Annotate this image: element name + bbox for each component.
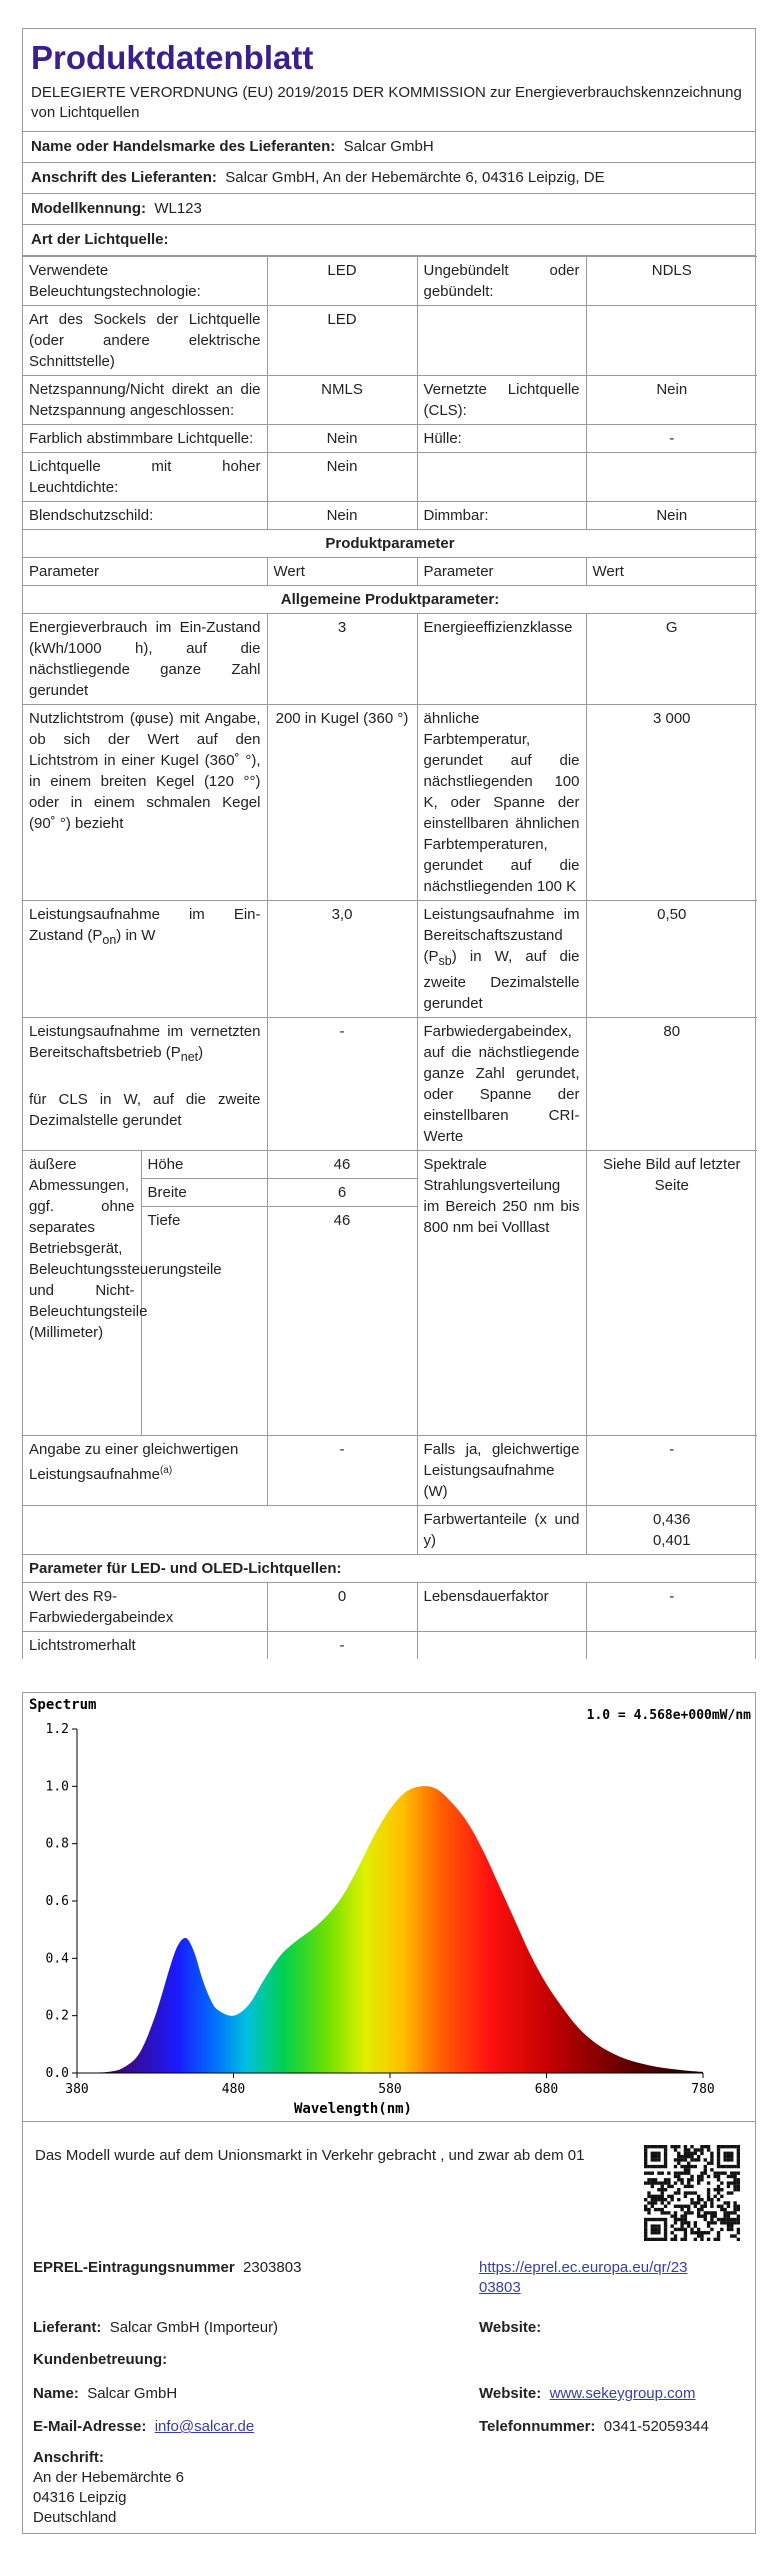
cell-label: Vernetzte Lichtquelle (CLS): — [417, 376, 586, 425]
cell-label: Lebensdauerfaktor — [417, 1582, 586, 1631]
cell-value: Siehe Bild auf letzter Seite — [586, 1151, 757, 1436]
dimensions-table — [23, 1151, 267, 1435]
address-line-2: 04316 Leipzig — [33, 2489, 127, 2506]
service-label — [33, 2350, 167, 2370]
cell-empty — [23, 1505, 417, 1554]
cell-value — [586, 1505, 757, 1554]
eprel-row — [33, 2258, 301, 2278]
contact-name-label: Name: — [33, 2385, 79, 2402]
table-row — [23, 1435, 757, 1505]
label-subscript: sb — [438, 954, 452, 968]
cell-label — [23, 901, 267, 1018]
cell-label: Energieeffizienzklasse — [417, 614, 586, 705]
supplier-name-value: Salcar GmbH — [343, 138, 434, 155]
y-tick-label: 1.0 — [45, 1779, 69, 1795]
cell-value: Nein — [267, 453, 417, 502]
type-section-label: Art der Lichtquelle: — [31, 231, 169, 248]
website-label-text: Website: — [479, 2319, 542, 2336]
table-row — [23, 425, 757, 453]
y-tick-label: 1.2 — [45, 1722, 69, 1737]
cell-value: NDLS — [586, 257, 757, 306]
website2-link[interactable]: www.sekeygroup.com — [549, 2385, 696, 2402]
table-row — [268, 1179, 417, 1207]
cell-label: Farbwertanteile (x und y) — [417, 1505, 586, 1554]
y-axis — [46, 1722, 77, 2081]
cell-label: Blendschutzschild: — [23, 502, 267, 530]
dimensions-values-cell — [267, 1151, 417, 1436]
cell-label: Verwendete Beleuchtungstechnologie: — [23, 257, 267, 306]
dimensions-label: äußere Abmessungen, ggf. ohne separates Betriebsgerät, Beleuchtungssteuerungsteile und Nicht-Beleuchtungsteile (Millimeter) — [23, 1151, 141, 1435]
dim-depth-label: Tiefe — [141, 1207, 267, 1435]
table-row — [23, 530, 757, 558]
cell-value: 3 000 — [586, 705, 757, 901]
table-row — [23, 1631, 757, 1659]
supplier-address-row — [23, 163, 755, 194]
table-row — [23, 1582, 757, 1631]
spectrum-area — [77, 1786, 703, 2073]
email-link[interactable]: info@salcar.de — [154, 2418, 255, 2435]
cell-empty — [417, 306, 586, 376]
supplier-address-value: Salcar GmbH, An der Hebemärchte 6, 04316 Leipzig, DE — [225, 169, 605, 186]
email-label: E-Mail-Adresse: — [33, 2418, 147, 2435]
x-tick-label: 480 — [221, 2082, 246, 2097]
eprel-value: 2303803 — [243, 2259, 302, 2276]
cell-label: Farblich abstimmbare Lichtquelle: — [23, 425, 267, 453]
label-subscript: on — [102, 933, 117, 947]
y-tick-label: 0.4 — [45, 1951, 69, 1967]
cell-empty — [586, 306, 757, 376]
footer — [22, 2122, 756, 2534]
cell-empty — [417, 453, 586, 502]
eprel-url-part2[interactable]: 03803 — [479, 2279, 521, 2296]
led-params-title: Parameter für LED- und OLED-Lichtquellen: — [23, 1554, 757, 1582]
dim-depth-value: 46 — [333, 1212, 351, 1229]
cell-value: 0 — [267, 1582, 417, 1631]
market-text: Das Modell wurde auf dem Unionsmarkt in Verkehr gebracht , und zwar ab dem 01 — [35, 2147, 585, 2164]
cell-empty — [586, 453, 757, 502]
spectrum-chart — [23, 1693, 757, 2123]
table-row — [23, 306, 757, 376]
chromaticity-x: 0,436 — [652, 1510, 691, 1528]
col-header: Wert — [586, 558, 757, 586]
x-tick-label: 580 — [378, 2082, 402, 2097]
cell-label: Lichtstromerhalt — [23, 1631, 267, 1659]
cell-label: Spektrale Strahlungsverteilung im Bereich 250 nm bis 800 nm bei Volllast — [417, 1151, 586, 1436]
cell-value: 200 in Kugel (360 °) — [267, 705, 417, 901]
phone-label: Telefonnummer: — [479, 2418, 596, 2435]
col-header: Parameter — [23, 558, 267, 586]
dim-width-value: 6 — [268, 1179, 417, 1207]
phone-value: 0341-52059344 — [603, 2418, 709, 2435]
dim-height-label: Höhe — [141, 1151, 267, 1179]
cell-value: 0,50 — [586, 901, 757, 1018]
supplier-address-label: Anschrift des Lieferanten: — [31, 169, 217, 186]
address-line-1: An der Hebemärchte 6 — [33, 2469, 184, 2486]
contact-name-value: Salcar GmbH — [87, 2385, 178, 2402]
cell-value: Nein — [586, 502, 757, 530]
table-row — [23, 376, 757, 425]
col-header: Wert — [267, 558, 417, 586]
website2-label: Website: — [479, 2385, 542, 2402]
cell-value: - — [586, 425, 757, 453]
table-row — [23, 453, 757, 502]
cell-label: Energieverbrauch im Ein-Zustand (kWh/1000 h), auf die nächstliegende ganze Zahl gerundet — [23, 614, 267, 705]
cell-value: - — [267, 1631, 417, 1659]
x-tick-label: 680 — [534, 2082, 559, 2097]
cell-value: - — [586, 1435, 757, 1505]
cell-value: 80 — [586, 1018, 757, 1151]
header — [23, 28, 755, 132]
col-header: Parameter — [417, 558, 586, 586]
label-text: ) — [198, 1044, 204, 1061]
table-row — [268, 1207, 417, 1435]
label-text: ) in W — [116, 927, 156, 944]
spectrum-xlabel: Wavelength(nm) — [293, 2101, 413, 2117]
supplier-row — [33, 2318, 278, 2338]
table-row — [23, 502, 757, 530]
cell-value: - — [267, 1018, 417, 1151]
cell-value: Nein — [586, 376, 757, 425]
cell-label — [23, 1435, 267, 1505]
qr-code-icon — [644, 2145, 740, 2241]
cell-label — [417, 901, 586, 1018]
table-row — [23, 586, 757, 614]
cell-label — [23, 1018, 267, 1151]
cell-label: ähnliche Farbtemperatur, gerundet auf die nächstliegenden 100 K, oder Spanne der einstellbaren ähnlichen Farbtemperaturen, gerundet auf die nächstliegenden 100 K — [417, 705, 586, 901]
service-label-text: Kundenbetreuung: — [33, 2351, 168, 2368]
table-row — [23, 614, 757, 705]
y-tick-label: 0.0 — [45, 2066, 69, 2081]
dimensions-cell — [23, 1151, 267, 1436]
spec-table — [23, 256, 757, 1659]
cell-label: Netzspannung/Nicht direkt an die Netzspannung angeschlossen: — [23, 376, 267, 425]
address-block — [33, 2448, 184, 2528]
eprel-label: EPREL-Eintragungsnummer — [33, 2259, 235, 2276]
label-text: Leistungsaufnahme im Ein-Zustand (P — [29, 906, 261, 944]
eprel-link[interactable] — [479, 2258, 734, 2298]
footer-supplier-label: Lieferant: — [33, 2319, 102, 2336]
cell-label: Lichtquelle mit hoher Leuchtdichte: — [23, 453, 267, 502]
cell-value: 3 — [267, 614, 417, 705]
label-text: ) in W, auf die zweite Dezimalstelle gerundet — [423, 948, 580, 1012]
y-tick-label: 0.2 — [45, 2008, 69, 2024]
cell-value: Nein — [267, 425, 417, 453]
type-section-title — [23, 225, 755, 256]
cell-value: Nein — [267, 502, 417, 530]
supplier-name-label: Name oder Handelsmarke des Lieferanten: — [31, 138, 336, 155]
label-superscript: (a) — [159, 1464, 173, 1476]
cell-value: NMLS — [267, 376, 417, 425]
table-row — [23, 1018, 757, 1151]
dim-width-label: Breite — [141, 1179, 267, 1207]
email-row — [33, 2417, 254, 2437]
cell-label: Nutzlichtstrom (φuse) mit Angabe, ob sich der Wert auf den Lichtstrom in einer Kugel (360˚ °), in einem breiten Kegel (120 °°) oder in einem schmalen Kegel (90˚ °) bezieht — [23, 705, 267, 901]
contact-name-row — [33, 2384, 177, 2404]
dimensions-values-table — [268, 1151, 417, 1435]
cell-value: G — [586, 614, 757, 705]
table-row — [23, 558, 757, 586]
label-text: Leistungsaufnahme im Bereitschaftszustand (P — [423, 906, 580, 965]
spectrum-panel — [22, 1692, 756, 2122]
model-row — [23, 194, 755, 225]
table-row — [23, 1554, 757, 1582]
table-row — [23, 705, 757, 901]
table-row — [23, 1151, 267, 1179]
cell-value: LED — [267, 306, 417, 376]
address-label: Anschrift: — [33, 2449, 104, 2466]
spectrum-title: Spectrum — [29, 1697, 97, 1713]
website-label — [479, 2318, 541, 2338]
cell-value: 3,0 — [267, 901, 417, 1018]
regulation-text: DELEGIERTE VERORDNUNG (EU) 2019/2015 DER KOMMISSION zur Energieverbrauchskennzeichnung von Lichtquellen — [31, 84, 742, 121]
supplier-name-row — [23, 132, 755, 163]
dim-height-value: 46 — [268, 1151, 417, 1179]
x-axis — [65, 2073, 714, 2097]
label-subscript: net — [180, 1050, 199, 1064]
page-title: Produktdatenblatt — [31, 39, 314, 76]
model-value: WL123 — [154, 200, 202, 217]
x-tick-label: 380 — [65, 2082, 89, 2097]
label-text: Angabe zu einer gleichwertigen Leistungsaufnahme — [29, 1440, 239, 1483]
general-params-title: Allgemeine Produktparameter: — [23, 586, 757, 614]
cell-empty — [586, 1631, 757, 1659]
cell-label: Dimmbar: — [417, 502, 586, 530]
chromaticity-y: 0,401 — [652, 1531, 691, 1549]
phone-row — [479, 2417, 709, 2437]
params-section-title: Produktparameter — [23, 530, 757, 558]
y-tick-label: 0.8 — [45, 1836, 69, 1852]
address-line-3: Deutschland — [33, 2509, 117, 2526]
x-tick-label: 780 — [691, 2082, 715, 2097]
table-row — [23, 1151, 757, 1436]
spectrum-scale: 1.0 = 4.568e+000mW/nm — [586, 1708, 751, 1723]
cell-empty — [417, 1631, 586, 1659]
footer-supplier-value: Salcar GmbH (Importeur) — [109, 2319, 279, 2336]
cell-label: Art des Sockels der Lichtquelle (oder andere elektrische Schnittstelle) — [23, 306, 267, 376]
label-text: für CLS in W, auf die zweite Dezimalstelle gerundet — [29, 1091, 261, 1129]
y-tick-label: 0.6 — [45, 1894, 69, 1909]
cell-value: LED — [267, 257, 417, 306]
cell-value: - — [267, 1435, 417, 1505]
table-row — [268, 1151, 417, 1179]
table-row — [23, 1505, 757, 1554]
cell-value: - — [586, 1582, 757, 1631]
cell-label: Farbwiedergabeindex, auf die nächstliegende ganze Zahl gerundet, oder Spanne der einstellbaren CRI-Werte — [417, 1018, 586, 1151]
cell-label: Falls ja, gleichwertige Leistungsaufnahme (W) — [417, 1435, 586, 1505]
eprel-url-part1[interactable]: https://eprel.ec.europa.eu/qr/23 — [479, 2259, 688, 2276]
table-row — [23, 901, 757, 1018]
website2-row — [479, 2384, 695, 2404]
cell-label: Wert des R9-Farbwiedergabeindex — [23, 1582, 267, 1631]
model-label: Modellkennung: — [31, 200, 146, 217]
table-row — [23, 257, 757, 306]
datasheet — [22, 28, 756, 1659]
label-text: Leistungsaufnahme im vernetzten Bereitschaftsbetrieb (P — [29, 1023, 261, 1061]
cell-label: Hülle: — [417, 425, 586, 453]
cell-label: Ungebündelt oder gebündelt: — [417, 257, 586, 306]
